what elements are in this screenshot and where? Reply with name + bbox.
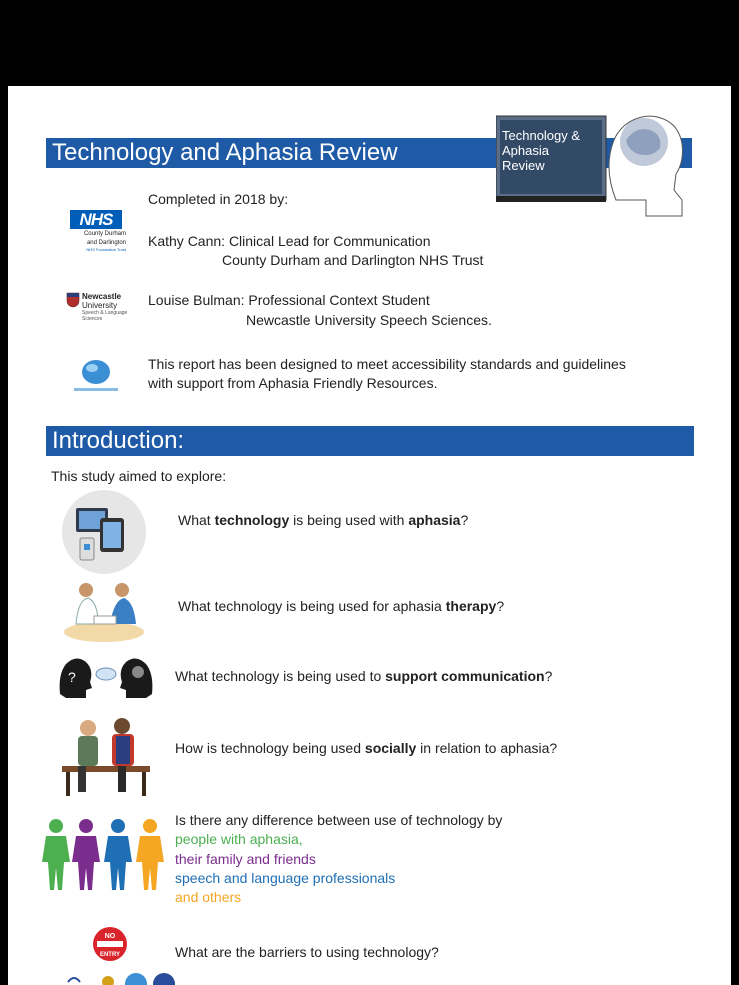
wifi-icon [68,978,80,982]
therapy-session-icon [60,576,148,646]
thumb-line-2: Aphasia [502,143,549,158]
nhs-line-3: NHS Foundation Trust [86,247,126,252]
accessibility-line2: with support from Aphasia Friendly Resources. [148,375,438,391]
author2-line1: Louise Bulman: Professional Context Student [148,292,430,308]
social-bench-icon [56,716,156,800]
question-1: What technology is being used with aphasia? [178,512,469,528]
question-2: What technology is being used for aphasia therapy? [178,598,505,614]
question-3: What technology is being used to support communication? [175,668,553,684]
accessibility-line1: This report has been designed to meet accessibility standards and guidelines [148,356,626,372]
author1-line2: County Durham and Darlington NHS Trust [222,252,484,268]
barrier-icons-partial [38,970,188,985]
question-5-line5: and others [175,889,242,905]
no-entry-sign-icon [92,926,128,962]
ncl-name-2: University [82,301,118,310]
nhs-line-2: and Darlington [86,240,126,246]
ncl-sub-2: Sciences [82,316,103,322]
question-5-line2: people with aphasia, [175,831,303,847]
people-groups-icon [40,818,168,892]
question-5-line3: their family and friends [175,851,316,867]
ncl-sub-1: Speech & Language [82,310,128,316]
shield-icon [66,292,80,308]
intro-lead: This study aimed to explore: [51,468,227,484]
question-6: What are the barriers to using technology? [175,944,439,960]
thumb-line-1: Technology & [502,128,581,143]
info-circle-icon [153,973,175,985]
coin-icon [102,976,114,985]
author2-line2: Newcastle University Speech Sciences. [246,312,492,328]
nhs-logo [66,210,126,252]
nhs-mark: NHS [70,210,122,229]
introduction-banner [46,426,694,456]
introduction-title: Introduction: [52,427,185,454]
no-entry-text-2: ENTRY [99,952,121,958]
communication-heads-icon [56,654,156,700]
question-5-line4: speech and language professionals [175,870,396,886]
report-cover-thumbnail [496,100,686,220]
author1-line1: Kathy Cann: Clinical Lead for Communication [148,233,431,249]
question-circle-icon [125,973,147,985]
svg-text:?: ? [68,669,76,685]
completed-label: Completed in 2018 by: [148,191,289,207]
nhs-line-1: County Durham [83,231,126,237]
question-5-line1: Is there any difference between use of technology by [175,812,503,828]
aphasia-friendly-logo [70,358,122,394]
document-page [8,86,731,985]
no-entry-text-1: NO [104,933,116,940]
devices-icon [60,490,148,574]
page-title: Technology and Aphasia Review [52,139,398,166]
ncl-name-1: Newcastle [82,292,122,301]
question-4: How is technology being used socially in relation to aphasia? [175,740,558,756]
thumb-line-3: Review [502,158,545,173]
newcastle-logo [66,292,128,322]
